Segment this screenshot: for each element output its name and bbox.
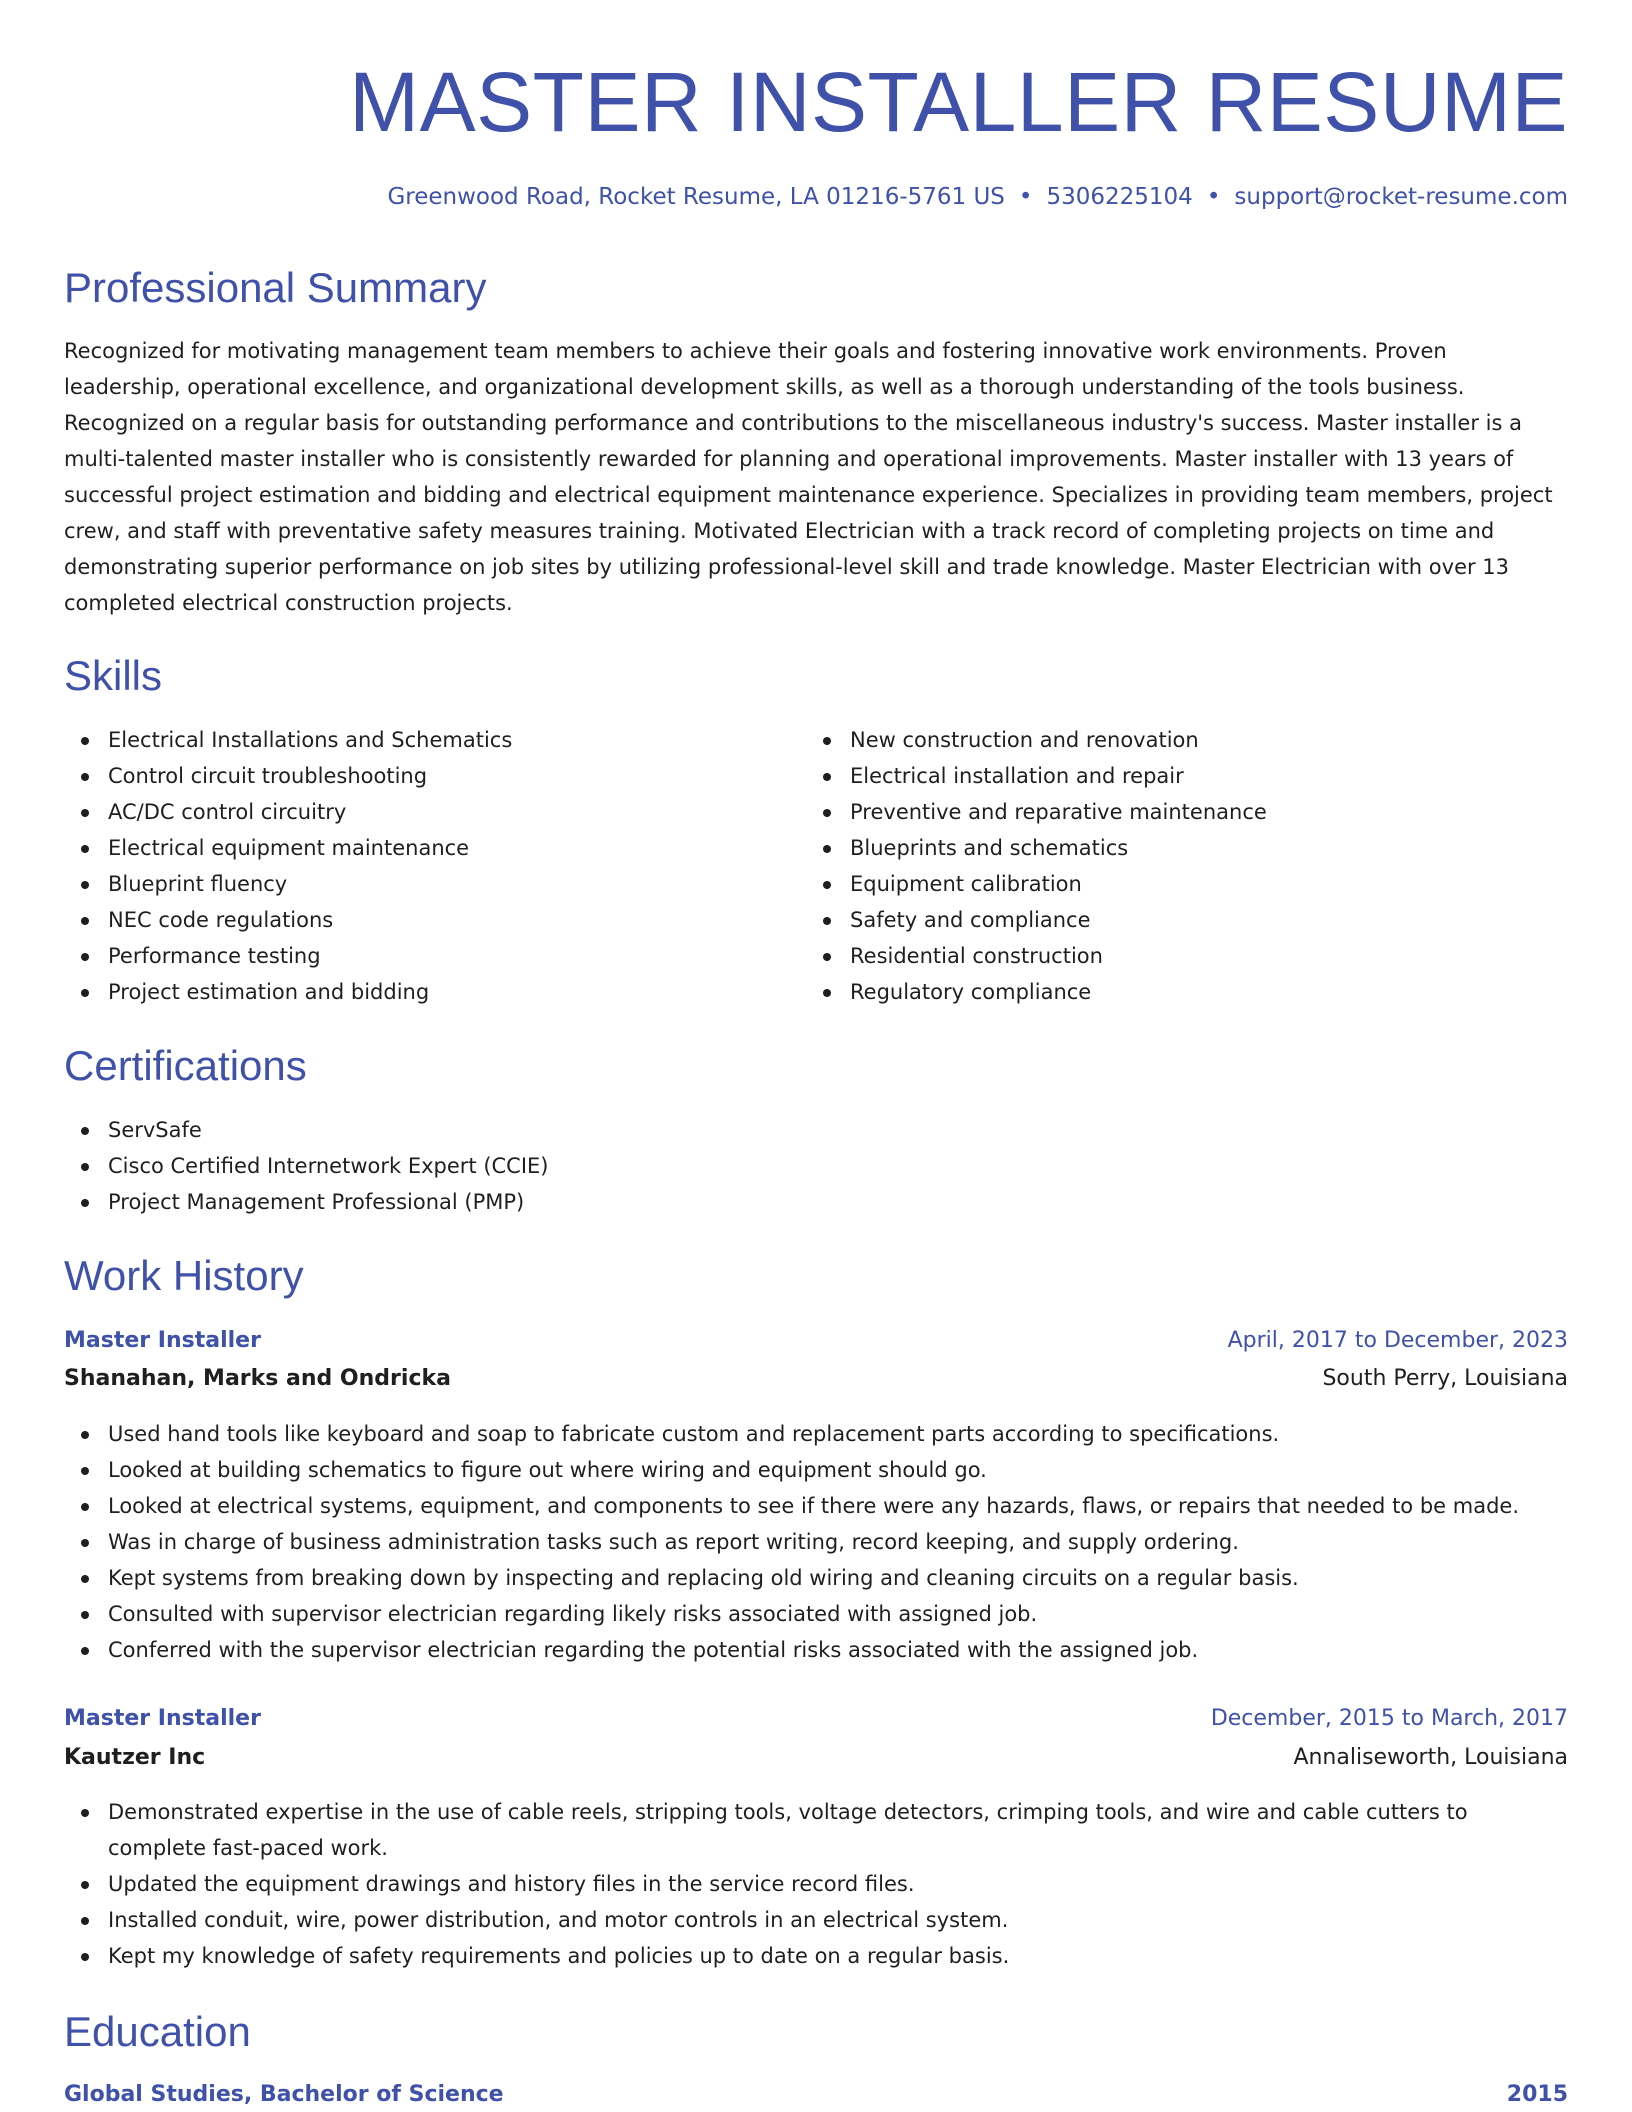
job-bullet: Looked at building schematics to figure out where wiring and equipment should go. [108, 1452, 1519, 1488]
job-bullet: Used hand tools like keyboard and soap to fabricate custom and replacement parts according to specifications. [108, 1416, 1519, 1452]
job-bullet: Demonstrated expertise in the use of cable reels, stripping tools, voltage detectors, crimping tools, and wire and cable cutters to complete fast-paced work. [108, 1794, 1568, 1866]
skill-item: Regulatory compliance [850, 974, 1267, 1010]
contact-phone: 5306225104 [1046, 184, 1193, 210]
job-bullet: Conferred with the supervisor electrician regarding the potential risks associated with the assigned job. [108, 1632, 1519, 1668]
job-dates: December, 2015 to March, 2017 [1210, 1706, 1568, 1731]
contact-separator: • [1206, 184, 1221, 210]
skill-item: Equipment calibration [850, 866, 1267, 902]
skills-list-right [806, 722, 1267, 1010]
job-bullet: Installed conduit, wire, power distribution, and motor controls in an electrical system. [108, 1902, 1568, 1938]
job-company-row [64, 1363, 1568, 1395]
education-row [64, 2080, 1568, 2110]
job-location: South Perry, Louisiana [1322, 1366, 1568, 1391]
degree-name: Global Studies, Bachelor of Science [64, 2082, 504, 2107]
education-heading: Education [64, 2008, 251, 2055]
job-header [64, 1326, 1568, 1356]
resume-title: MASTER INSTALLER RESUME [349, 55, 1568, 149]
graduation-year: 2015 [1506, 2082, 1568, 2107]
skill-item: AC/DC control circuitry [108, 794, 512, 830]
skill-item: Performance testing [108, 938, 512, 974]
job-bullet: Updated the equipment drawings and history files in the service record files. [108, 1866, 1568, 1902]
job-bullets [64, 1794, 1568, 1974]
certification-item: Cisco Certified Internetwork Expert (CCIE) [108, 1148, 549, 1184]
skill-item: Blueprint fluency [108, 866, 512, 902]
skills-heading: Skills [64, 652, 163, 699]
summary-heading: Professional Summary [64, 264, 487, 311]
skill-item: New construction and renovation [850, 722, 1267, 758]
job-bullet: Was in charge of business administration tasks such as report writing, record keeping, and supply ordering. [108, 1524, 1519, 1560]
contact-line [387, 182, 1568, 212]
skill-item: Safety and compliance [850, 902, 1267, 938]
job-dates: April, 2017 to December, 2023 [1227, 1328, 1568, 1353]
skill-item: NEC code regulations [108, 902, 512, 938]
contact-email: support@rocket-resume.com [1234, 184, 1568, 210]
job-header [64, 1704, 1568, 1734]
company-name: Kautzer Inc [64, 1745, 206, 1770]
skill-item: Electrical installation and repair [850, 758, 1267, 794]
certification-item: Project Management Professional (PMP) [108, 1184, 549, 1220]
skill-item: Blueprints and schematics [850, 830, 1267, 866]
job-company-row [64, 1742, 1568, 1774]
contact-address: Greenwood Road, Rocket Resume, LA 01216-5761 US [387, 184, 1005, 210]
job-location: Annaliseworth, Louisiana [1293, 1745, 1568, 1770]
job-bullets [64, 1416, 1519, 1668]
skill-item: Control circuit troubleshooting [108, 758, 512, 794]
skill-item: Preventive and reparative maintenance [850, 794, 1267, 830]
summary-text: Recognized for motivating management team members to achieve their goals and fostering innovative work environments. Proven leadership, operational excellence, and organizational development skills, as well as a thorough understanding of the tools business. Recognized on a regular basis for outstanding performance and contributions to the miscellaneous industry's success. Master installer is a multi-talented master installer who is consistently rewarded for planning and operational improvements. Master installer with 13 years of successful project estimation and bidding and electrical equipment maintenance experience. Specializes in providing team members, project crew, and staff with preventative safety measures training. Motivated Electrician with a track record of completing projects on time and demonstrating superior performance on job sites by utilizing professional-level skill and trade knowledge. Master Electrician with over 13 completed electrical construction projects. [64, 339, 1553, 615]
job-bullet: Looked at electrical systems, equipment, and components to see if there were any hazards, flaws, or repairs that needed to be made. [108, 1488, 1519, 1524]
job-title: Master Installer [64, 1706, 261, 1731]
job-bullet: Kept systems from breaking down by inspecting and replacing old wiring and cleaning circuits on a regular basis. [108, 1560, 1519, 1596]
work-history-heading: Work History [64, 1252, 304, 1299]
skills-list-left [64, 722, 512, 1010]
job-bullet: Kept my knowledge of safety requirements and policies up to date on a regular basis. [108, 1938, 1568, 1974]
certification-item: ServSafe [108, 1112, 549, 1148]
job-title: Master Installer [64, 1328, 261, 1353]
skill-item: Electrical equipment maintenance [108, 830, 512, 866]
certifications-heading: Certifications [64, 1042, 307, 1089]
job-bullet: Consulted with supervisor electrician regarding likely risks associated with assigned job. [108, 1596, 1519, 1632]
contact-separator: • [1018, 184, 1033, 210]
skill-item: Electrical Installations and Schematics [108, 722, 512, 758]
certifications-list [64, 1112, 549, 1220]
company-name: Shanahan, Marks and Ondricka [64, 1366, 451, 1391]
skill-item: Project estimation and bidding [108, 974, 512, 1010]
skill-item: Residential construction [850, 938, 1267, 974]
